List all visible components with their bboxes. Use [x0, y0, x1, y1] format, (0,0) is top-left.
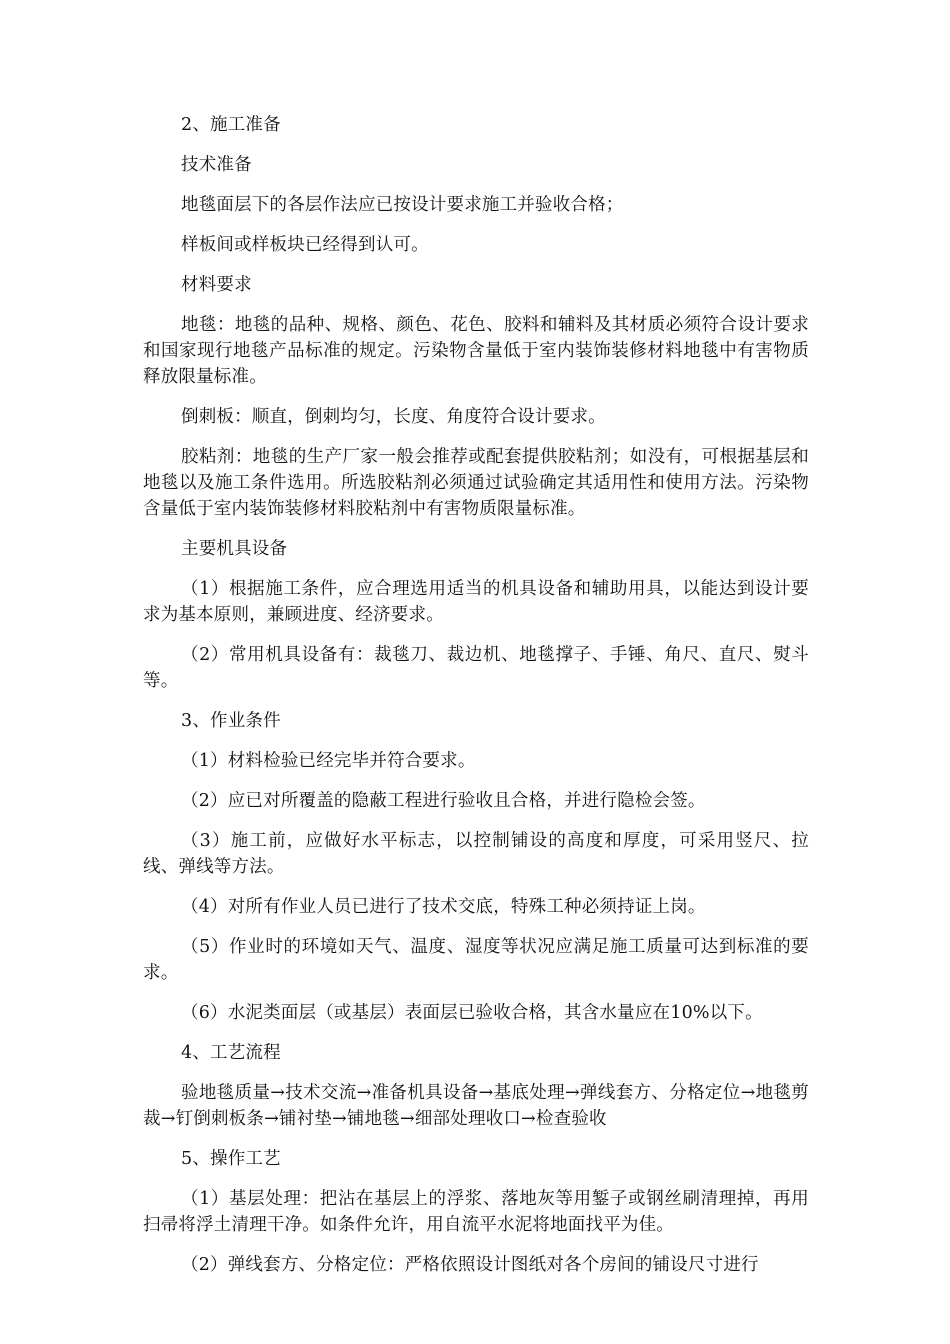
subheading-material-requirements: 材料要求: [181, 275, 252, 295]
paragraph: （3）施工前，应做好水平标志，以控制铺设的高度和厚度，可采用竖尺、拉线、弹线等方法。: [143, 831, 809, 877]
paragraph: 样板间或样板块已经得到认可。: [181, 235, 429, 255]
paragraph: （4）对所有作业人员已进行了技术交底，特殊工种必须持证上岗。: [181, 897, 706, 917]
paragraph: （2）应已对所覆盖的隐蔽工程进行验收且合格，并进行隐检会签。: [181, 791, 706, 811]
paragraph: （1）基层处理：把沾在基层上的浮浆、落地灰等用錾子或钢丝刷清理掉，再用扫帚将浮土清理干净。如条件允许，用自流平水泥将地面找平为佳。: [143, 1189, 809, 1235]
paragraph: （2）弹线套方、分格定位：严格依照设计图纸对各个房间的铺设尺寸进行: [181, 1255, 759, 1275]
paragraph: 验地毯质量→技术交流→准备机具设备→基底处理→弹线套方、分格定位→地毯剪裁→钉倒刺板条→铺衬垫→铺地毯→细部处理收口→检查验收: [143, 1083, 809, 1129]
section-heading-work-conditions: 3、作业条件: [181, 711, 281, 731]
paragraph: 地毯面层下的各层作法应已按设计要求施工并验收合格；: [181, 195, 624, 215]
section-heading-construction-prep: 2、施工准备: [181, 115, 281, 135]
paragraph: 地毯：地毯的品种、规格、颜色、花色、胶料和辅料及其材质必须符合设计要求和国家现行地毯产品标准的规定。污染物含量低于室内装饰装修材料地毯中有害物质释放限量标准。: [143, 315, 809, 387]
paragraph: 胶粘剂：地毯的生产厂家一般会推荐或配套提供胶粘剂；如没有，可根据基层和地毯以及施工条件选用。所选胶粘剂必须通过试验确定其适用性和使用方法。污染物含量低于室内装饰装修材料胶粘剂中有害物质限量标准。: [143, 447, 809, 519]
paragraph: （5）作业时的环境如天气、温度、湿度等状况应满足施工质量可达到标准的要求。: [143, 937, 809, 983]
document-body: [143, 112, 809, 1292]
paragraph: 倒刺板：顺直，倒刺均匀，长度、角度符合设计要求。: [181, 407, 606, 427]
section-heading-process-flow: 4、工艺流程: [181, 1043, 281, 1063]
paragraph: （1）根据施工条件，应合理选用适当的机具设备和辅助用具，以能达到设计要求为基本原则，兼顾进度、经济要求。: [143, 579, 809, 625]
paragraph: （2）常用机具设备有：裁毯刀、裁边机、地毯撑子、手锤、角尺、直尺、熨斗等。: [143, 645, 809, 691]
paragraph: （1）材料检验已经完毕并符合要求。: [181, 751, 476, 771]
subheading-equipment: 主要机具设备: [181, 539, 288, 559]
paragraph: （6）水泥类面层（或基层）表面层已验收合格，其含水量应在10%以下。: [181, 1003, 763, 1023]
subheading-technical-prep: 技术准备: [181, 155, 252, 175]
section-heading-operation-process: 5、操作工艺: [181, 1149, 281, 1169]
